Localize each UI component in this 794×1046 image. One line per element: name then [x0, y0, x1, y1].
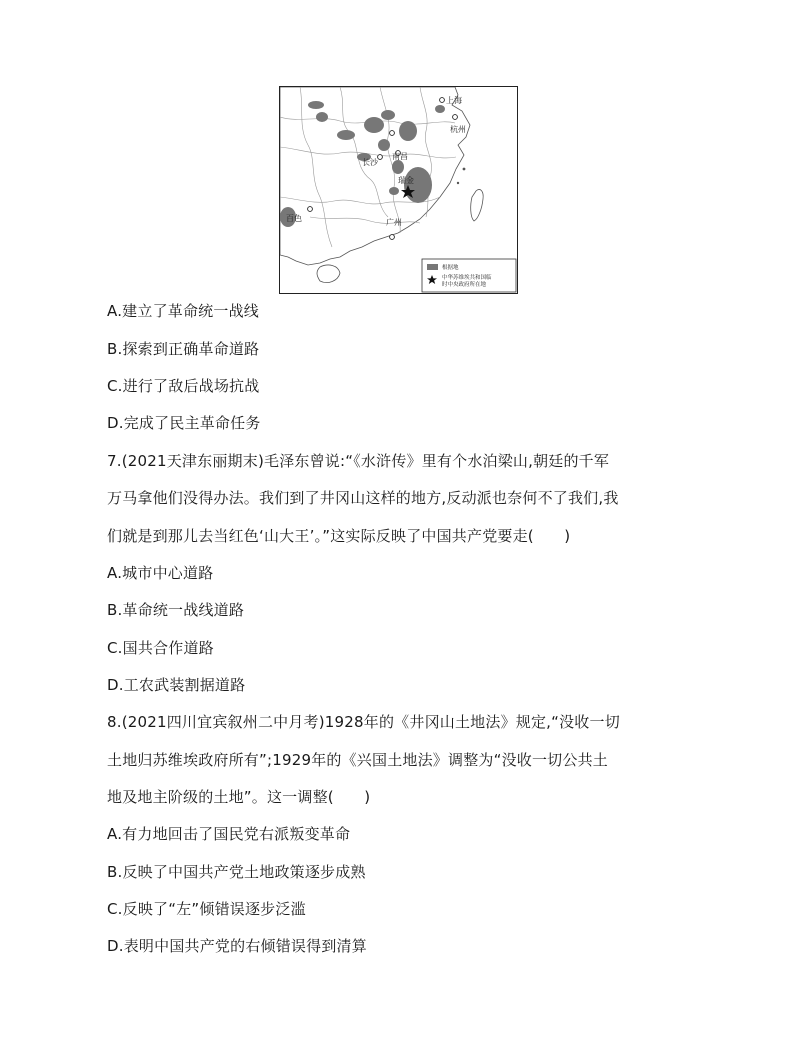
map-svg: [280, 87, 517, 293]
label-baise: 百色: [286, 214, 302, 223]
hainan-island: [317, 265, 340, 283]
legend-capital-line1: 中华苏维埃共和国临: [442, 275, 492, 281]
q7-option-d: D.工农武装割据道路: [107, 676, 246, 694]
q8-option-d: D.表明中国共产党的右倾错误得到清算: [107, 937, 367, 955]
legend-base-swatch: [427, 264, 438, 270]
label-ruijin: 瑞金: [398, 176, 414, 185]
q8-stem-line2: 土地归苏维埃政府所有”;1929年的《兴国土地法》调整为“没收一切公共土: [107, 751, 608, 769]
q7-stem-line2: 万马拿他们没得办法。我们到了井冈山这样的地方,反动派也奈何不了我们,我: [107, 489, 619, 507]
q8-option-a: A.有力地回击了国民党右派叛变革命: [107, 825, 351, 843]
q6-option-c: C.进行了敌后战场抗战: [107, 377, 260, 395]
q8-option-b: B.反映了中国共产党土地政策逐步成熟: [107, 863, 366, 881]
mainland-outline: [280, 87, 470, 265]
islet: [463, 168, 466, 171]
label-changsha: 长沙: [362, 158, 378, 167]
legend-capital-line2: 时中央政府所在地: [442, 282, 487, 288]
q8-stem-line3: 地及地主阶级的土地”。这一调整( ): [107, 788, 371, 806]
label-guangzhou: 广州: [386, 218, 402, 227]
revolutionary-base-map: [279, 86, 518, 294]
q8-stem-line1: 8.(2021四川宜宾叙州二中月考)1928年的《井冈山土地法》规定,“没收一切: [107, 713, 620, 731]
q6-option-d: D.完成了民主革命任务: [107, 414, 261, 432]
q7-option-b: B.革命统一战线道路: [107, 601, 245, 619]
map-legend: [422, 259, 516, 292]
legend-base-label: 根据地: [442, 265, 459, 271]
taiwan-island: [471, 189, 483, 221]
q6-option-a: A.建立了革命统一战线: [107, 302, 259, 320]
q6-option-b: B.探索到正确革命道路: [107, 340, 260, 358]
q7-stem-line1: 7.(2021天津东丽期末)毛泽东曾说:“《水浒传》里有个水泊梁山,朝廷的千军: [107, 452, 610, 470]
label-nanchang: 南昌: [392, 152, 408, 161]
q7-option-a: A.城市中心道路: [107, 564, 214, 582]
label-shanghai: 上海: [446, 96, 462, 105]
q7-stem-line3: 们就是到那儿去当红色‘山大王’。”这实际反映了中国共产党要走( ): [107, 527, 571, 545]
q7-option-c: C.国共合作道路: [107, 639, 214, 657]
islet: [457, 182, 459, 184]
q8-option-c: C.反映了“左”倾错误逐步泛滥: [107, 900, 306, 918]
label-hangzhou: 杭州: [450, 125, 466, 134]
